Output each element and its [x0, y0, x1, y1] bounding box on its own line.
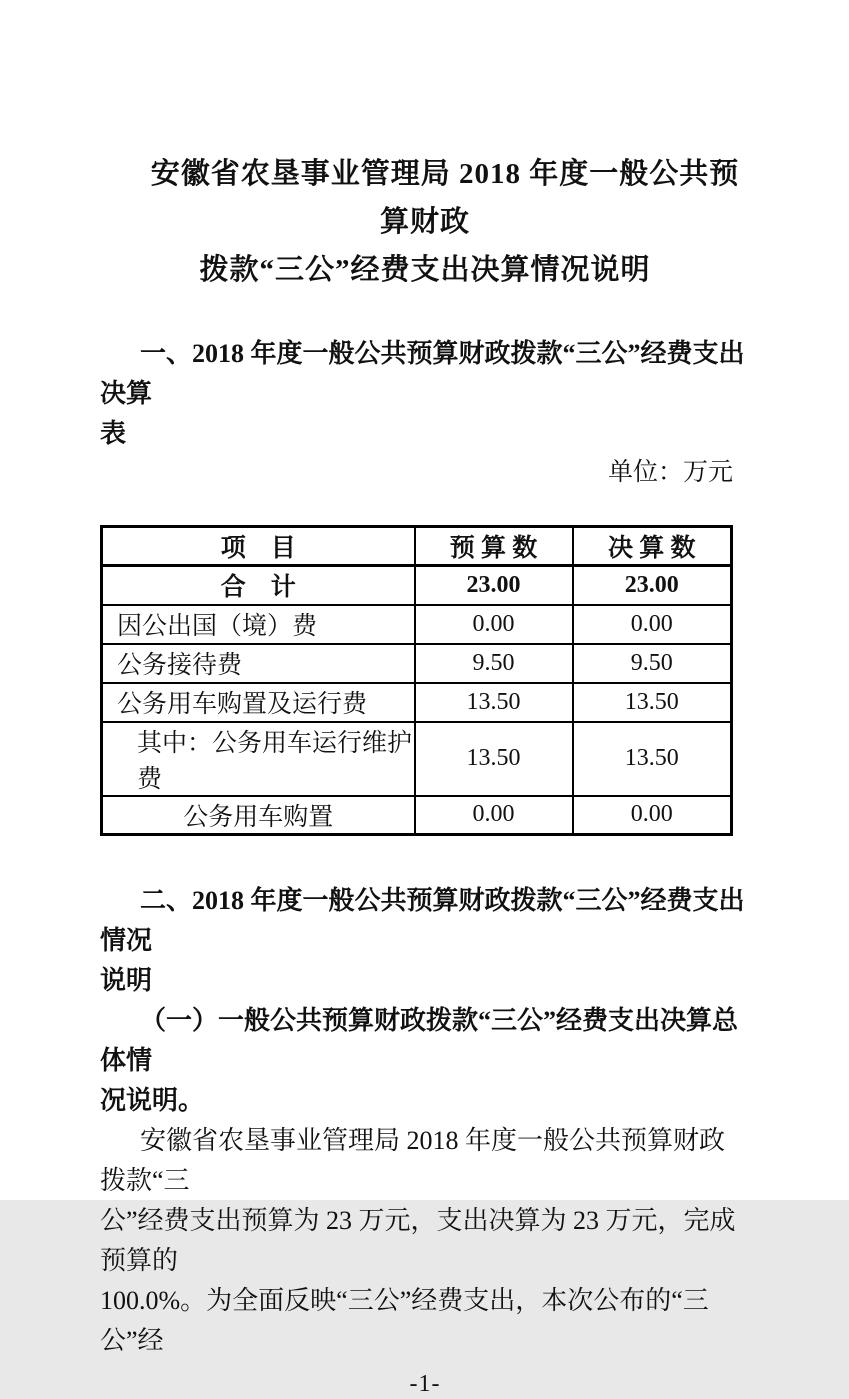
- page-number: -1-: [409, 1371, 441, 1397]
- section1-heading: [100, 334, 750, 454]
- section2-sub-heading-line: 况说明。: [100, 1086, 205, 1115]
- paragraph-line: 公”经费支出预算为 23 万元，支出决算为 23 万元，完成预算的: [100, 1206, 736, 1275]
- expense-table-body: [102, 566, 732, 835]
- section2-heading-line: 说明: [100, 966, 153, 995]
- cell-item: 其中：公务用车运行维护费: [102, 722, 415, 796]
- cell-budget: 9.50: [415, 644, 573, 683]
- cell-final: 0.00: [573, 605, 732, 644]
- cell-final: 0.00: [573, 796, 732, 835]
- table-row: [102, 722, 732, 796]
- cell-item: 合 计: [102, 566, 415, 605]
- section1-heading-line: 表: [100, 419, 127, 448]
- cell-budget: 0.00: [415, 605, 573, 644]
- table-row: [102, 683, 732, 722]
- section2-sub-heading-line: （一）一般公共预算财政拨款“三公”经费支出决算总体情: [100, 1006, 739, 1075]
- cell-final: 9.50: [573, 644, 732, 683]
- section2-heading: [100, 881, 750, 1001]
- table-row: [102, 644, 732, 683]
- document-title: [100, 150, 750, 294]
- section2-heading-line: 二、2018 年度一般公共预算财政拨款“三公”经费支出情况: [100, 886, 745, 955]
- paragraph-line: 安徽省农垦事业管理局 2018 年度一般公共预算财政拨款“三: [100, 1126, 726, 1195]
- table-row: [102, 566, 732, 605]
- cell-item: 公务用车购置及运行费: [102, 683, 415, 722]
- cell-budget: 13.50: [415, 722, 573, 796]
- cell-final: 23.00: [573, 566, 732, 605]
- table-row: [102, 605, 732, 644]
- title-line: 拨款“三公”经费支出决算情况说明: [199, 254, 651, 286]
- header-final: 决 算 数: [573, 527, 732, 566]
- expense-table: [100, 525, 733, 836]
- title-line: 安徽省农垦事业管理局 2018 年度一般公共预算财政: [150, 158, 740, 238]
- section2-sub-heading: [100, 1001, 750, 1121]
- document-content: [100, 0, 750, 1399]
- body-paragraph: [100, 1121, 750, 1361]
- section1-heading-line: 一、2018 年度一般公共预算财政拨款“三公”经费支出决算: [100, 339, 745, 408]
- expense-table-header: [102, 527, 732, 566]
- header-item: 项 目: [102, 527, 415, 566]
- cell-final: 13.50: [573, 722, 732, 796]
- cell-item: 公务用车购置: [102, 796, 415, 835]
- paragraph-line: 100.0%。为全面反映“三公”经费支出，本次公布的“三公”经: [100, 1286, 709, 1355]
- header-row: [102, 527, 732, 566]
- cell-budget: 23.00: [415, 566, 573, 605]
- table-row: [102, 796, 732, 835]
- cell-budget: 0.00: [415, 796, 573, 835]
- cell-item: 公务接待费: [102, 644, 415, 683]
- cell-budget: 13.50: [415, 683, 573, 722]
- cell-item: 因公出国（境）费: [102, 605, 415, 644]
- header-budget: 预 算 数: [415, 527, 573, 566]
- cell-final: 13.50: [573, 683, 732, 722]
- table-unit-note: 单位：万元: [607, 459, 733, 486]
